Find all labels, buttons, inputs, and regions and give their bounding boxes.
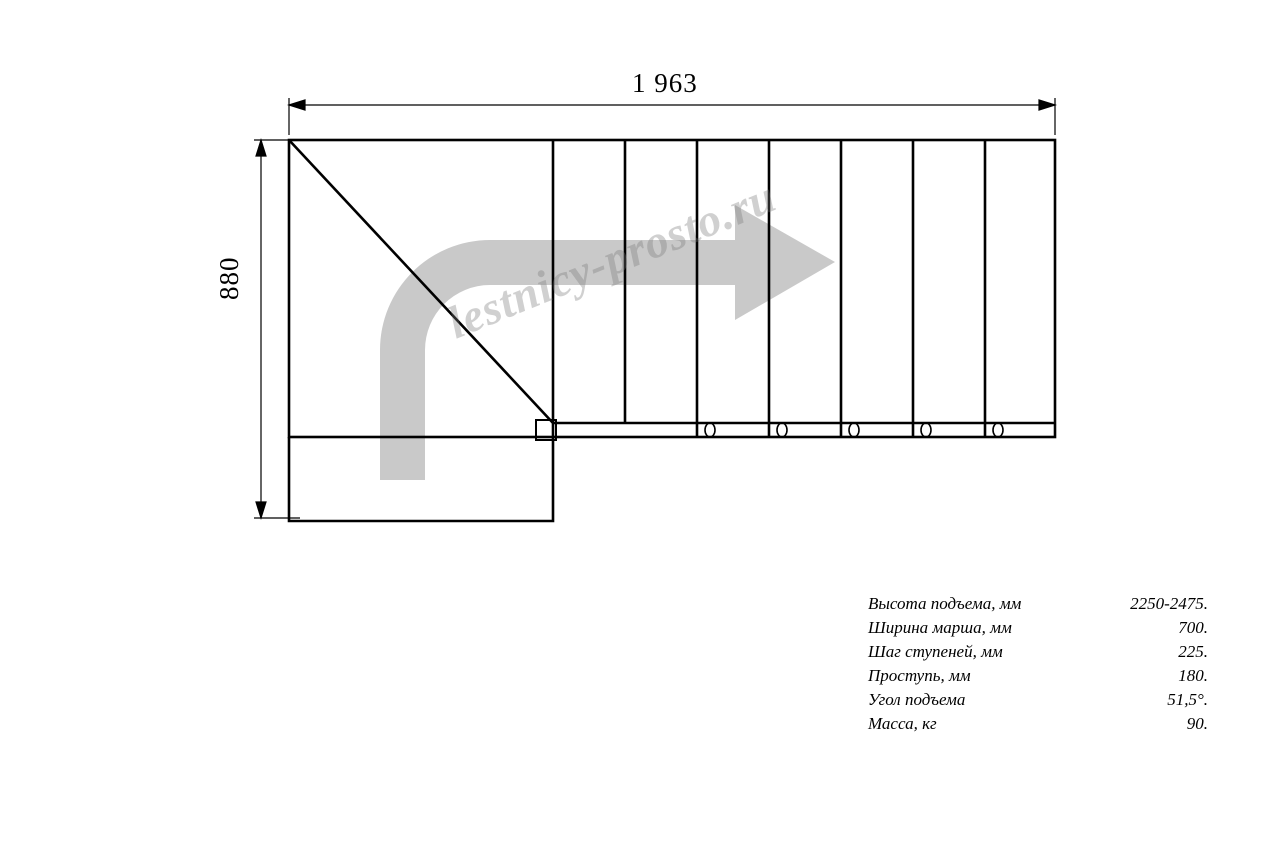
dimension-line-width <box>289 98 1055 135</box>
specification-table <box>868 592 1208 736</box>
table-row <box>868 592 1208 616</box>
spec-value: 51,5°. <box>1167 690 1208 709</box>
table-row <box>868 712 1208 736</box>
dimension-width-label: 1 963 <box>632 68 698 98</box>
spec-value: 225. <box>1178 642 1208 661</box>
spec-label: Угол подъема <box>868 690 966 709</box>
spec-value: 2250-2475. <box>1130 594 1208 613</box>
spec-label: Ширина марша, мм <box>868 618 1012 637</box>
spec-value: 180. <box>1178 666 1208 685</box>
walking-direction-arrow <box>380 205 835 480</box>
table-row <box>868 616 1208 640</box>
spec-label: Шаг ступеней, мм <box>868 642 1003 661</box>
spec-label: Высота подъема, мм <box>868 594 1022 613</box>
baluster-markers <box>705 423 1003 437</box>
spec-label: Проступь, мм <box>868 666 971 685</box>
table-row <box>868 664 1208 688</box>
table-row <box>868 640 1208 664</box>
spec-value: 700. <box>1178 618 1208 637</box>
table-row <box>868 688 1208 712</box>
spec-label: Масса, кг <box>868 714 937 733</box>
dimension-height-label: 880 <box>214 256 244 300</box>
spec-value: 90. <box>1186 714 1208 733</box>
dimension-line-height <box>254 140 300 518</box>
watermark-text: lestnicy-prosto.ru <box>440 170 784 349</box>
step-risers <box>553 140 985 437</box>
